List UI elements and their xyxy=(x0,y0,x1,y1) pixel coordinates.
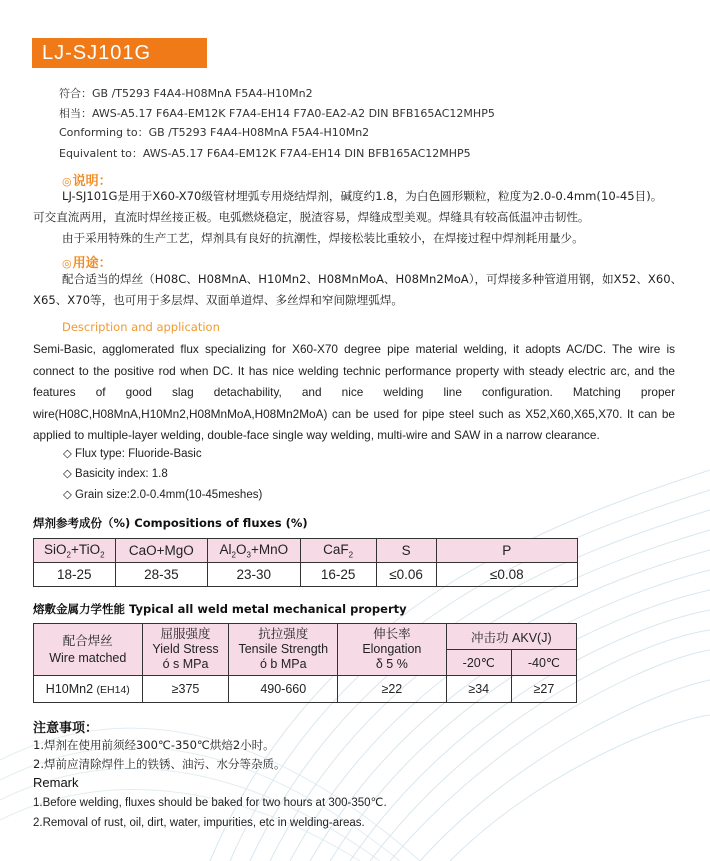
flux-composition-table xyxy=(33,538,578,587)
description-en-heading: Description and application xyxy=(62,320,220,334)
product-title: LJ-SJ101G xyxy=(32,38,207,68)
remark-2: 2.Removal of rust, oil, dirt, water, impurities, etc in welding-areas. xyxy=(33,817,365,829)
ring-icon: ◎ xyxy=(62,175,72,188)
value-p: ≤0.08 xyxy=(436,563,577,587)
value-sio2-tio2: 18-25 xyxy=(34,563,116,587)
ring-icon: ◎ xyxy=(62,257,72,270)
value-al2o3-mno: 23-30 xyxy=(208,563,300,587)
value-yield-stress: ≥375 xyxy=(142,676,229,703)
header-impact: 冲击功 AKV(J) xyxy=(446,624,576,650)
bullet-grain-size: ◇ Grain size:2.0-0.4mm(10-45meshes) xyxy=(63,489,263,501)
bullet-basicity: ◇ Basicity index: 1.8 xyxy=(63,468,168,480)
standard-line-en-2: Equivalent to：AWS-A5.17 F6A4-EM12K F7A4-EH14 DIN BFB165AC12MHP5 xyxy=(59,147,471,160)
mechanical-property-table xyxy=(33,623,577,703)
use-cn-title: 用途： xyxy=(72,256,112,271)
remark-1: 1.Before welding, fluxes should be baked for two hours at 300-350℃. xyxy=(33,797,387,809)
value-wire: H10Mn2 (EH14) xyxy=(34,676,143,703)
mech-table-value-row xyxy=(34,676,577,703)
value-impact-minus-40c: ≥27 xyxy=(511,676,576,703)
description-cn-line-1: LJ-SJ101G是用于X60-X70级管材埋弧专用烧结焊剂，碱度约1.8，为白色圆形颗粒，粒度为2.0-0.4mm(10-45目)。 xyxy=(62,189,663,203)
header-wire-matched: 配合焊丝 Wire matched xyxy=(34,624,143,676)
header-s: S xyxy=(376,539,436,563)
value-caf2: 16-25 xyxy=(300,563,376,587)
header-al2o3-mno: $Al_2O_3+MnO$ xyxy=(208,539,300,563)
use-cn-line-2: X65、X70等，也可用于多层焊、双面单道焊、多丝焊和窄间隙埋弧焊。 xyxy=(33,293,404,307)
header-yield-stress: 屈服强度 Yield Stress ó s MPa xyxy=(142,624,229,676)
value-impact-minus-20c: ≥34 xyxy=(446,676,511,703)
standard-line-cn-1: 符合：GB /T5293 F4A4-H08MnA F5A4-H10Mn2 xyxy=(59,87,313,100)
header-tensile-strength: 抗拉强度 Tensile Strength ó b MPa xyxy=(229,624,338,676)
description-cn-line-2: 可交直流两用，直流时焊丝接正极。电弧燃烧稳定，脱渣容易，焊缝成型美观。焊缝具有较高低温冲击韧性。 xyxy=(33,210,590,224)
flux-table-header-row xyxy=(34,539,578,563)
bullet-flux-type: ◇ Flux type: Fluoride-Basic xyxy=(63,448,202,460)
use-cn-line-1: 配合适当的焊丝（H08C、H08MnA、H10Mn2、H08MnMoA、H08Mn2MoA），可焊接多种管道用钢，如X52、X60、 xyxy=(62,272,683,286)
value-cao-mgo: 28-35 xyxy=(115,563,207,587)
notes-heading: 注意事项： xyxy=(33,721,99,736)
flux-table-value-row xyxy=(34,563,578,587)
header-p: P xyxy=(436,539,577,563)
remark-heading: Remark xyxy=(33,775,79,790)
description-cn-title: 说明： xyxy=(72,174,112,189)
standard-line-cn-2: 相当：AWS-A5.17 F6A4-EM12K F7A4-EH14 F7A0-EA2-A2 DIN BFB165AC12MHP5 xyxy=(59,107,495,120)
flux-table-title: 焊剂参考成份（%) Compositions of fluxes (%) xyxy=(33,516,308,530)
header-sio2-tio2: SiO$_2$+TiO$_2$ xyxy=(34,539,116,563)
header-minus-40c: -40℃ xyxy=(511,650,576,676)
description-en-paragraph: Semi-Basic, agglomerated flux specializing for X60-X70 degree pipe material welding, it adopts AC/DC. The wire is connect to the positive rod when DC. It has nice welding technic performance property with steady electric arc, and the features of good slag detachability, and nice welding line configuration. Matching proper wire(H08C,H08MnA,H10Mn2,H08MnMoA,H08Mn2MoA) can be used for pipe steel such as X52,X60,X65,X70. It can be applied to multiple-layer welding, double-face single way welding, multi-wire and SAW in a narrow clearance. xyxy=(33,342,675,442)
header-minus-20c: -20℃ xyxy=(446,650,511,676)
value-elongation: ≥22 xyxy=(338,676,447,703)
header-cao-mgo: CaO+MgO xyxy=(115,539,207,563)
note-2: 2.焊前应清除焊件上的铁锈、油污、水分等杂质。 xyxy=(33,757,286,771)
header-elongation: 伸长率 Elongation δ 5 % xyxy=(338,624,447,676)
mech-table-title: 熔敷金属力学性能 Typical all weld metal mechanical property xyxy=(33,602,407,616)
value-s: ≤0.06 xyxy=(376,563,436,587)
standard-line-en-1: Conforming to：GB /T5293 F4A4-H08MnA F5A4-H10Mn2 xyxy=(59,126,370,139)
description-cn-line-3: 由于采用特殊的生产工艺，焊剂具有良好的抗潮性，焊接松装比重较小，在焊接过程中焊剂耗用量少。 xyxy=(62,231,584,245)
note-1: 1.焊剂在使用前须经300℃-350℃烘焙2小时。 xyxy=(33,738,275,752)
value-tensile-strength: 490-660 xyxy=(229,676,338,703)
header-caf2: CaF$_2$ xyxy=(300,539,376,563)
